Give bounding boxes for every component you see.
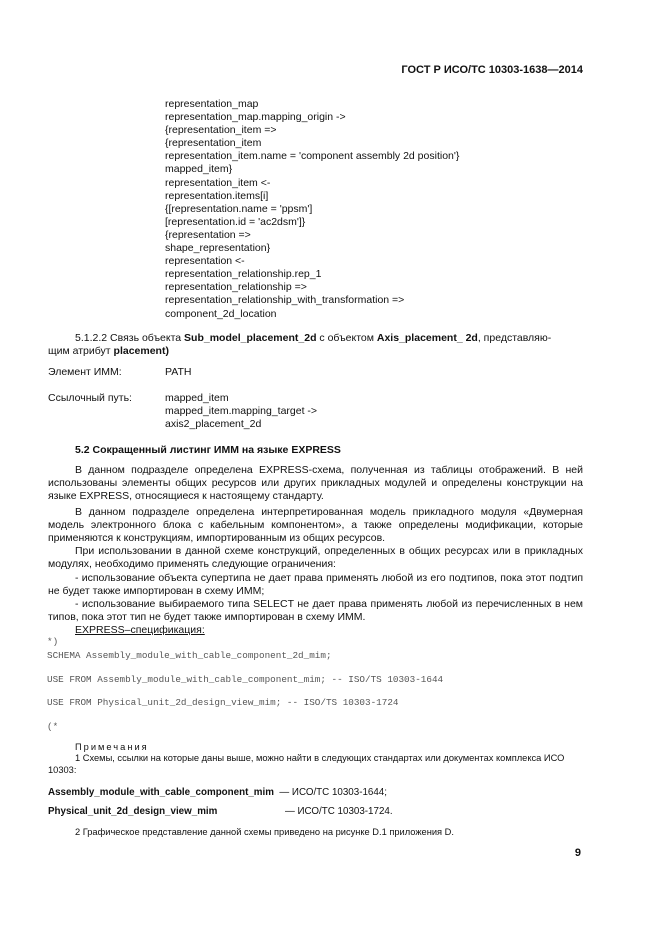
ref-line: component_2d_location (165, 307, 277, 320)
note-1: 1 Схемы, ссылки на которые даны выше, можно найти в следующих стандартах или документах комплекса ИСО 10303: (48, 753, 565, 775)
ref-line: representation_relationship => (165, 281, 307, 294)
ref-line: {representation_item => (165, 124, 277, 137)
ref-path-label: Ссылочный путь: (48, 392, 132, 404)
ref-line: representation.items[i] (165, 189, 269, 202)
code-line: USE FROM Assembly_module_with_cable_component_mim; -- ISO/TS 10303-1644 (47, 674, 444, 685)
aim-element-label: Элемент ИММ: (48, 366, 122, 378)
paragraph-1: В данном подразделе определена EXPRESS-схема, полученная из таблицы отображений. В ней использованы элементы общих ресурсов или других прикладных модулей и определены конструкции на языке EXPRESS, относящиеся к настоящему стандарту. (48, 464, 583, 503)
notes-heading: Примечания (75, 742, 149, 752)
code-line: *) (47, 636, 59, 647)
code-line: USE FROM Physical_unit_2d_design_view_mim; -- ISO/TS 10303-1724 (47, 697, 399, 708)
ref-line: representation_map.mapping_origin -> (165, 111, 346, 124)
code-line: SCHEMA Assembly_module_with_cable_component_2d_mim; (47, 650, 332, 661)
section-5122-paragraph: 5.1.2.2 Связь объекта Sub_model_placement_2d с объектом Axis_placement_ 2d, представляю- щим атрибут placement) (48, 332, 552, 358)
schema-ref-1: Assembly_module_with_cable_component_mim — ИСО/ТС 10303-1644; (48, 787, 387, 798)
ref-line: representation <- (165, 255, 245, 268)
section-heading: 5.2 Сокращенный листинг ИММ на языке EXPRESS (75, 444, 341, 456)
ref-line: mapped_item} (165, 163, 233, 176)
aim-element-value: PATH (165, 366, 192, 378)
ref-line: {representation_item (165, 137, 262, 150)
note-2: 2 Графическое представление данной схемы приведено на рисунке D.1 приложения D. (75, 827, 454, 837)
express-spec-label: EXPRESS–спецификация: (75, 624, 205, 636)
document-header: ГОСТ Р ИСО/ТС 10303-1638—2014 (401, 64, 583, 76)
ref-path-line: mapped_item.mapping_target -> (165, 405, 318, 418)
ref-path-line: axis2_placement_2d (165, 418, 262, 431)
paragraph-3: При использовании в данной схеме конструкций, определенных в общих ресурсах или в прикладных модулях, необходимо применять следующие ограничения: (48, 545, 583, 571)
code-line: (* (47, 721, 59, 732)
schema-ref-2-name: Physical_unit_2d_design_view_mim (48, 806, 218, 817)
paragraph-2: В данном подразделе определена интерпретированная модель прикладного модуля «Двумерная модель электронного блока с кабельным компонентом», а также определены модификации, которые применяются к конструкциям, импортированным из общих ресурсов. (48, 506, 583, 545)
ref-line: representation_relationship.rep_1 (165, 268, 322, 281)
ref-line: {representation => (165, 228, 251, 241)
ref-line: {[representation.name = 'ppsm'] (165, 202, 313, 215)
paragraph-4: - использование объекта супертипа не дает права применять любой из его подтипов, пока этот подтип не будет также импортирован в схему ИММ; (48, 572, 583, 598)
schema-ref-2-doc: — ИСО/ТС 10303-1724. (285, 806, 393, 817)
reference-path-block (165, 98, 459, 321)
ref-path-line: mapped_item (165, 392, 229, 404)
ref-line: [representation.id = 'ac2dsm']} (165, 215, 306, 228)
ref-line: representation_map (165, 98, 259, 110)
ref-line: representation_item.name = 'component assembly 2d position'} (165, 150, 460, 163)
page-number: 9 (574, 847, 581, 859)
ref-line: representation_item <- (165, 176, 271, 189)
ref-path-lines (165, 392, 317, 431)
ref-line: representation_relationship_with_transformation => (165, 294, 405, 307)
paragraph-5: - использование выбираемого типа SELECT не дает права применять любой из перечисленных в нем типов, пока этот тип не будет также импортирован в схему ИММ. (48, 598, 583, 624)
ref-line: shape_representation} (165, 242, 271, 255)
